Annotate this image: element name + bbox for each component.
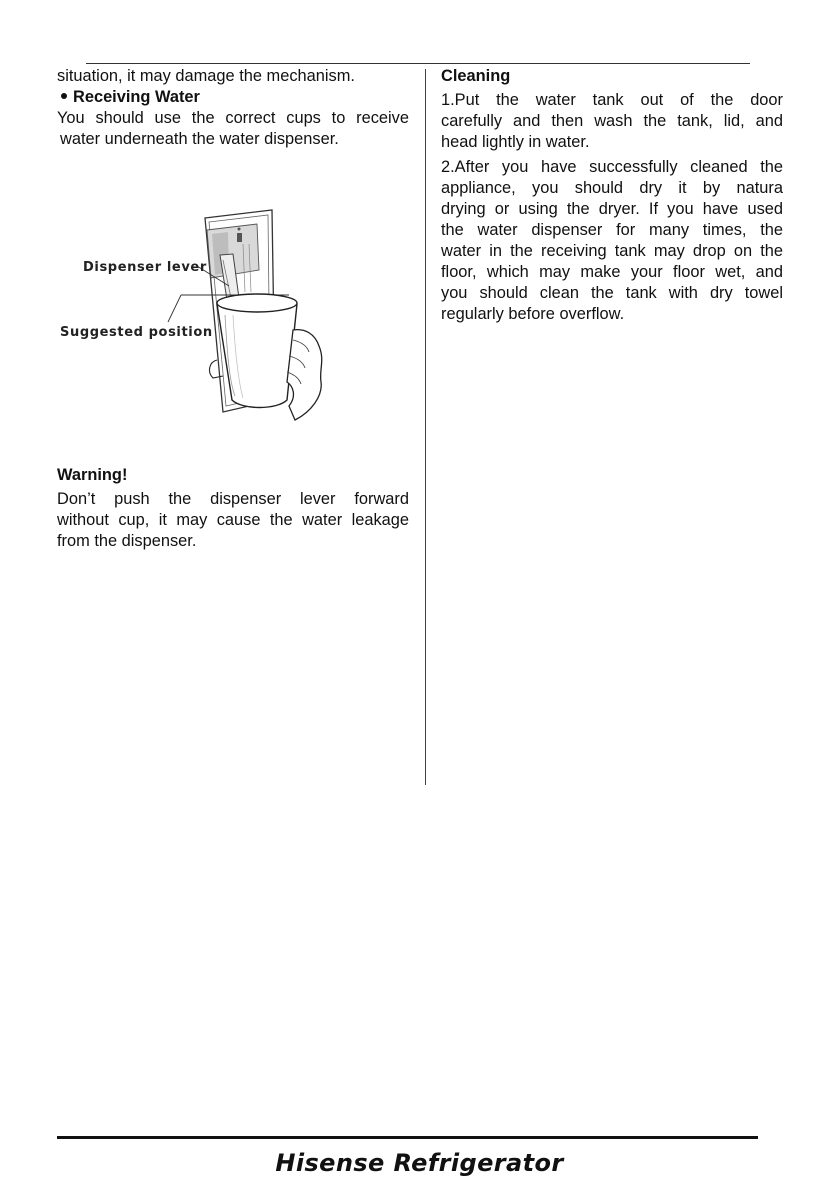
step2-line-8: regularly before overflow. (441, 305, 625, 323)
column-divider (425, 69, 426, 785)
step1-line-3: head lightly in water. (441, 133, 590, 151)
receiving-line-2: water underneath the water dispenser. (60, 130, 339, 148)
dispenser-illustration (57, 200, 417, 440)
bullet-icon (61, 93, 67, 99)
brand-footer: Hisense Refrigerator (275, 1149, 564, 1177)
top-rule (86, 63, 750, 64)
step1-line-1: 1.Put the water tank out of the door (441, 91, 783, 109)
step2-line-2: appliance, you should dry it by natura (441, 179, 783, 197)
step2-line-1: 2.After you have successfully cleaned the (441, 158, 783, 176)
warning-line-1: Don’t push the dispenser lever forward (57, 490, 409, 508)
step2-line-5: water in the receiving tank may drop on the (441, 242, 783, 260)
step2-line-7: you should clean the tank with dry towel (441, 284, 783, 302)
receiving-line-1: You should use the correct cups to receive (57, 109, 409, 127)
step2-line-3: drying or using the dryer. If you have used (441, 200, 783, 218)
intro-text: situation, it may damage the mechanism. (57, 67, 355, 85)
warning-line-3: from the dispenser. (57, 532, 197, 550)
warning-line-2: without cup, it may cause the water leakage (57, 511, 409, 529)
cleaning-heading: Cleaning (441, 67, 511, 85)
footer-rule (57, 1136, 758, 1139)
warning-heading: Warning! (57, 466, 128, 484)
step2-line-6: floor, which may make your floor wet, and (441, 263, 783, 281)
receiving-water-title: Receiving Water (73, 88, 200, 106)
step2-line-4: the water dispenser for many times, the (441, 221, 783, 239)
dispenser-figure (57, 200, 417, 440)
label-suggested-position: Suggested position (60, 325, 213, 340)
label-dispenser-lever: Dispenser lever (83, 260, 207, 275)
step1-line-2: carefully and then wash the tank, lid, and (441, 112, 783, 130)
right-column (441, 66, 783, 325)
left-column (57, 66, 409, 150)
receiving-water-heading (57, 87, 409, 108)
warning-block (57, 465, 409, 552)
